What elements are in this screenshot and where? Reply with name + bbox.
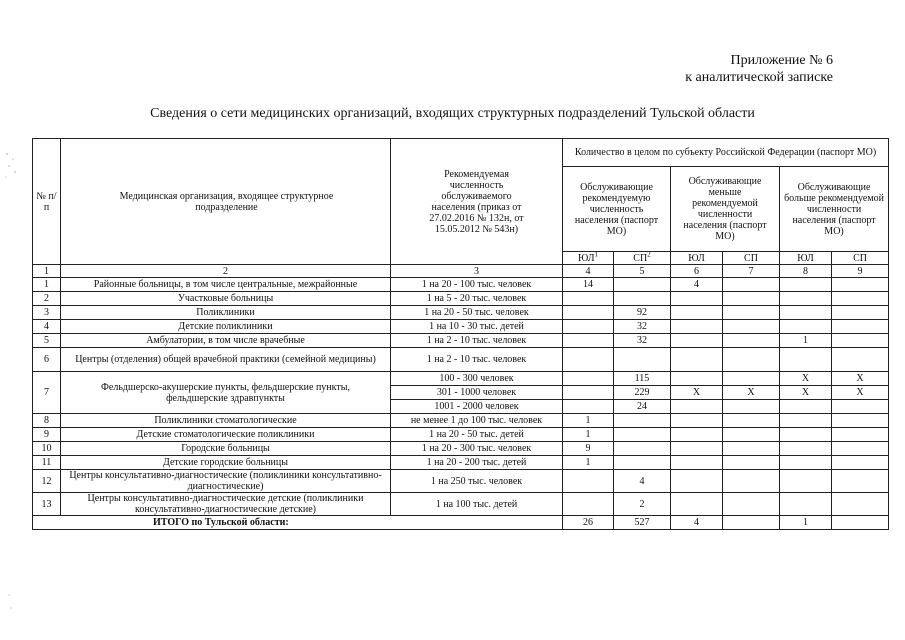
organization-name: Детские городские больницы — [61, 456, 391, 470]
header-row — [33, 139, 889, 167]
count-cell — [780, 456, 832, 470]
count-cell: 14 — [563, 278, 614, 292]
count-cell — [671, 493, 723, 516]
count-cell — [614, 348, 671, 372]
count-cell — [780, 442, 832, 456]
count-cell: 92 — [614, 306, 671, 320]
appendix-number: Приложение № 6 — [730, 53, 833, 68]
count-cell — [723, 278, 780, 292]
count-cell — [832, 348, 889, 372]
organization-name: Участковые больницы — [61, 292, 391, 306]
count-cell — [563, 306, 614, 320]
count-cell: 1 — [563, 414, 614, 428]
count-cell — [563, 372, 614, 386]
document-title: Сведения о сети медицинских организаций, входящих структурных подразделений Тульской области — [150, 106, 755, 121]
row-number: 2 — [33, 292, 61, 306]
row-number: 6 — [33, 348, 61, 372]
count-cell — [723, 442, 780, 456]
count-cell — [723, 348, 780, 372]
row-number: 3 — [33, 306, 61, 320]
column-number: 9 — [832, 265, 889, 278]
header-org: Медицинская организация, входящее структурное подразделение — [61, 139, 391, 265]
organization-name: Поликлиники — [61, 306, 391, 320]
count-cell — [832, 292, 889, 306]
count-cell — [723, 334, 780, 348]
header-num: № п/п — [33, 139, 61, 265]
row-number: 7 — [33, 372, 61, 414]
count-cell — [723, 400, 780, 414]
total-cell: 26 — [563, 516, 614, 530]
count-cell — [780, 400, 832, 414]
count-cell — [780, 414, 832, 428]
recommended-population: 1 на 2 - 10 тыс. человек — [391, 348, 563, 372]
recommended-population: 1 на 100 тыс. детей — [391, 493, 563, 516]
count-cell — [671, 372, 723, 386]
count-cell: 1 — [780, 334, 832, 348]
table-row — [33, 334, 889, 348]
organization-name: Фельдшерско-акушерские пункты, фельдшерские пункты, фельдшерские здравпункты — [61, 372, 391, 414]
count-cell: Х — [832, 386, 889, 400]
header-group-less: Обслуживающие меньше рекомендуемой численности населения (паспорт МО) — [671, 167, 780, 252]
appendix-caption — [685, 52, 833, 86]
header-yul: ЮЛ — [780, 252, 832, 265]
column-number: 8 — [780, 265, 832, 278]
count-cell — [614, 442, 671, 456]
total-cell — [723, 516, 780, 530]
count-cell: 9 — [563, 442, 614, 456]
recommended-population: 1 на 20 - 300 тыс. человек — [391, 442, 563, 456]
recommended-population: 1 на 2 - 10 тыс. человек — [391, 334, 563, 348]
scan-artifact — [6, 590, 14, 620]
count-cell — [780, 428, 832, 442]
count-cell — [671, 400, 723, 414]
table-row — [33, 414, 889, 428]
count-cell — [723, 470, 780, 493]
count-cell — [563, 386, 614, 400]
footnote-mark: 2 — [647, 251, 651, 259]
table-row — [33, 278, 889, 292]
row-number: 13 — [33, 493, 61, 516]
count-cell: 1 — [563, 456, 614, 470]
recommended-population: 1 на 20 - 200 тыс. детей — [391, 456, 563, 470]
count-cell — [832, 306, 889, 320]
organization-name: Районные больницы, в том числе центральные, межрайонные — [61, 278, 391, 292]
column-number: 3 — [391, 265, 563, 278]
count-cell — [563, 348, 614, 372]
organization-name: Центры консультативно-диагностические детские (поликлиники консультативно-диагностические детские) — [61, 493, 391, 516]
table-row — [33, 493, 889, 516]
count-cell — [832, 400, 889, 414]
table-row — [33, 372, 889, 386]
table-row — [33, 306, 889, 320]
count-cell — [563, 334, 614, 348]
count-cell — [671, 442, 723, 456]
count-cell — [832, 428, 889, 442]
recommended-population: не менее 1 до 100 тыс. человек — [391, 414, 563, 428]
header-sp: СП — [723, 252, 780, 265]
recommended-population: 1 на 10 - 30 тыс. детей — [391, 320, 563, 334]
appendix-subtitle: к аналитической записке — [685, 70, 833, 85]
organization-name: Поликлиники стоматологические — [61, 414, 391, 428]
count-cell — [723, 456, 780, 470]
count-cell — [723, 306, 780, 320]
count-cell — [563, 493, 614, 516]
count-cell — [832, 456, 889, 470]
row-number: 10 — [33, 442, 61, 456]
count-cell — [723, 493, 780, 516]
recommended-population: 100 - 300 человек — [391, 372, 563, 386]
table-row — [33, 470, 889, 493]
recommended-population: 301 - 1000 человек — [391, 386, 563, 400]
table-row — [33, 348, 889, 372]
medical-network-table — [32, 138, 889, 530]
column-number: 7 — [723, 265, 780, 278]
column-number: 4 — [563, 265, 614, 278]
table-row — [33, 456, 889, 470]
footnote-mark: 1 — [594, 251, 599, 259]
row-number: 9 — [33, 428, 61, 442]
header-group-more: Обслуживающие больше рекомендуемой численности населения (паспорт МО) — [780, 167, 889, 252]
count-cell — [723, 428, 780, 442]
table-row — [33, 320, 889, 334]
header-group-recommended: Обслуживающие рекомендуемую численность населения (паспорт МО) — [563, 167, 671, 252]
count-cell — [832, 278, 889, 292]
count-cell: Х — [723, 386, 780, 400]
count-cell: Х — [780, 372, 832, 386]
recommended-population: 1001 - 2000 человек — [391, 400, 563, 414]
count-cell — [614, 428, 671, 442]
count-cell — [723, 372, 780, 386]
count-cell — [671, 414, 723, 428]
count-cell — [563, 320, 614, 334]
count-cell — [780, 493, 832, 516]
row-number: 8 — [33, 414, 61, 428]
count-cell: Х — [832, 372, 889, 386]
row-number: 12 — [33, 470, 61, 493]
row-number: 5 — [33, 334, 61, 348]
header-yul: ЮЛ — [671, 252, 723, 265]
organization-name: Центры (отделения) общей врачебной практики (семейной медицины) — [61, 348, 391, 372]
count-cell — [614, 456, 671, 470]
count-cell — [832, 414, 889, 428]
count-cell — [671, 348, 723, 372]
column-number: 5 — [614, 265, 671, 278]
count-cell — [614, 292, 671, 306]
count-cell: 32 — [614, 334, 671, 348]
organization-name: Центры консультативно-диагностические (поликлиники консультативно-диагностические) — [61, 470, 391, 493]
scan-artifact — [4, 150, 18, 180]
count-cell — [832, 470, 889, 493]
count-cell — [723, 320, 780, 334]
count-cell — [671, 334, 723, 348]
count-cell — [671, 470, 723, 493]
count-cell: 2 — [614, 493, 671, 516]
count-cell — [780, 320, 832, 334]
count-cell — [723, 414, 780, 428]
table-row — [33, 428, 889, 442]
count-cell — [780, 278, 832, 292]
count-cell — [832, 493, 889, 516]
count-cell — [563, 470, 614, 493]
count-cell: 24 — [614, 400, 671, 414]
count-cell — [671, 320, 723, 334]
sp-label: СП — [633, 252, 648, 264]
count-cell: 115 — [614, 372, 671, 386]
header-yul — [563, 252, 614, 265]
count-cell — [671, 428, 723, 442]
count-cell — [832, 334, 889, 348]
yul-label: ЮЛ — [577, 252, 595, 264]
header-sp: СП — [832, 252, 889, 265]
recommended-population: 1 на 20 - 50 тыс. детей — [391, 428, 563, 442]
count-cell — [563, 400, 614, 414]
recommended-population: 1 на 5 - 20 тыс. человек — [391, 292, 563, 306]
table-row — [33, 442, 889, 456]
recommended-population: 1 на 20 - 50 тыс. человек — [391, 306, 563, 320]
organization-name: Городские больницы — [61, 442, 391, 456]
count-cell: Х — [671, 386, 723, 400]
count-cell — [671, 306, 723, 320]
total-cell — [832, 516, 889, 530]
header-sp — [614, 252, 671, 265]
organization-name: Детские поликлиники — [61, 320, 391, 334]
row-number: 11 — [33, 456, 61, 470]
header-quantity: Количество в целом по субъекту Российской Федерации (паспорт МО) — [563, 139, 889, 167]
count-cell — [832, 320, 889, 334]
count-cell: Х — [780, 386, 832, 400]
count-cell — [780, 292, 832, 306]
row-number: 1 — [33, 278, 61, 292]
total-label: ИТОГО по Тульской области: — [33, 516, 563, 530]
organization-name: Детские стоматологические поликлиники — [61, 428, 391, 442]
count-cell — [671, 292, 723, 306]
count-cell — [614, 414, 671, 428]
column-number: 2 — [61, 265, 391, 278]
recommended-population: 1 на 250 тыс. человек — [391, 470, 563, 493]
total-cell: 1 — [780, 516, 832, 530]
count-cell — [614, 278, 671, 292]
count-cell — [780, 470, 832, 493]
column-number: 1 — [33, 265, 61, 278]
count-cell: 4 — [614, 470, 671, 493]
column-number: 6 — [671, 265, 723, 278]
table-row — [33, 292, 889, 306]
count-cell: 32 — [614, 320, 671, 334]
count-cell — [563, 292, 614, 306]
count-cell: 4 — [671, 278, 723, 292]
total-cell: 4 — [671, 516, 723, 530]
count-cell — [671, 456, 723, 470]
recommended-population: 1 на 20 - 100 тыс. человек — [391, 278, 563, 292]
count-cell: 1 — [563, 428, 614, 442]
column-number-row — [33, 265, 889, 278]
count-cell — [723, 292, 780, 306]
header-recommended: Рекомендуемая численность обслуживаемого населения (приказ от 27.02.2016 № 132н, от 15.05.2012 № 543н) — [391, 139, 563, 265]
count-cell — [780, 348, 832, 372]
organization-name: Амбулатории, в том числе врачебные — [61, 334, 391, 348]
row-number: 4 — [33, 320, 61, 334]
total-row — [33, 516, 889, 530]
count-cell — [780, 306, 832, 320]
count-cell: 229 — [614, 386, 671, 400]
count-cell — [832, 442, 889, 456]
total-cell: 527 — [614, 516, 671, 530]
